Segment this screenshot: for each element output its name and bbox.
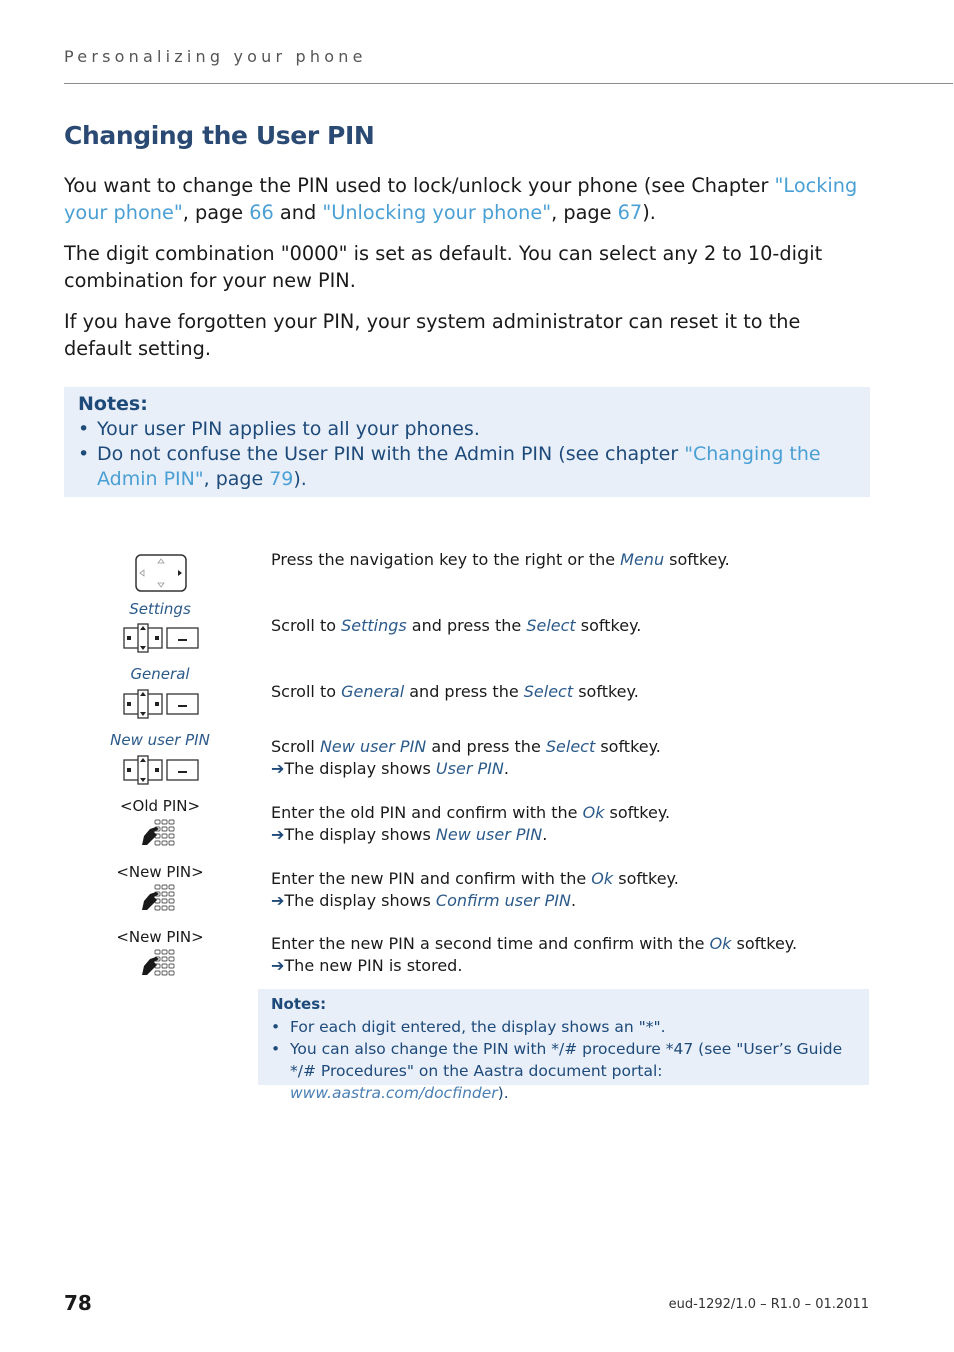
step-text-part: Scroll to [271, 616, 342, 635]
step-text-part: softkey. [664, 550, 730, 569]
bullet: • [78, 443, 90, 465]
ok-softkey-ref: Ok [709, 934, 732, 953]
note-text: You can also change the PIN with */# procedure *47 (see "User’s Guide */# Procedures" on the Aastra document portal: [290, 1040, 843, 1080]
intro-text: ). [642, 201, 656, 224]
settings-menu-ref: Settings [341, 616, 407, 635]
default-pin-paragraph: The digit combination "0000" is set as default. You can select any 2 to 10-digit combination for your new PIN. [64, 242, 823, 292]
step-text-part: and press the [426, 737, 546, 756]
note-text: For each digit entered, the display shows an "*". [290, 1018, 666, 1036]
page-67-link[interactable]: 67 [617, 201, 643, 224]
step-text-part: and press the [404, 682, 524, 701]
keypad-entry-icon [141, 949, 177, 976]
intro-text: , page [551, 201, 618, 224]
intro-paragraph [64, 172, 864, 226]
step-text-part: Enter the old PIN and confirm with the [271, 803, 583, 822]
navigation-key-icon [135, 554, 187, 592]
display-ref: New user PIN [435, 825, 543, 844]
select-softkey-ref: Select [523, 682, 574, 701]
step-text-part: softkey. [613, 869, 679, 888]
forgotten-pin-paragraph: If you have forgotten your PIN, your system administrator can reset it to the default setting. [64, 310, 801, 360]
note-item [271, 1038, 851, 1104]
general-menu-ref: General [341, 682, 405, 701]
intro-text: You want to change the PIN used to lock/unlock your phone (see Chapter [64, 174, 775, 197]
display-ref: User PIN [435, 759, 504, 778]
step-2-label: Settings [129, 600, 191, 618]
notes-list [78, 417, 838, 492]
docfinder-link[interactable]: www.aastra.com/docfinder [290, 1084, 498, 1102]
unlocking-your-phone-link[interactable]: "Unlocking your phone" [322, 201, 552, 224]
step-text-part: Scroll [271, 737, 320, 756]
result-arrow-icon: ➔ [271, 891, 285, 910]
step-text-part: Press the navigation key to the right or the [271, 550, 621, 569]
bullet: • [271, 1018, 281, 1036]
step-text-part: The display shows [284, 891, 436, 910]
result-arrow-icon: ➔ [271, 759, 285, 778]
step-text-part: The display shows [284, 759, 436, 778]
menu-softkey-ref: Menu [620, 550, 665, 569]
ok-softkey-ref: Ok [591, 869, 614, 888]
step-6-text [271, 868, 861, 912]
step-3-label: General [130, 665, 190, 683]
step-4-text [271, 736, 861, 780]
step-text-part: . [542, 825, 548, 844]
notes-box-small [258, 989, 869, 1102]
note-text: , page [203, 468, 270, 490]
notes-title: Notes: [271, 995, 327, 1013]
page-number: 78 [64, 1291, 92, 1315]
step-6-label: <New PIN> [116, 863, 204, 881]
step-text-part: softkey. [575, 616, 642, 635]
new-user-pin-menu-ref: New user PIN [319, 737, 427, 756]
intro-text: , page [182, 201, 250, 224]
note-text: ). [293, 468, 307, 490]
note-item [78, 442, 838, 492]
step-text-part: softkey. [573, 682, 639, 701]
step-4-label: New user PIN [110, 731, 210, 749]
step-3-text [271, 681, 861, 703]
step-2-text [271, 615, 861, 637]
notes-list [271, 1016, 851, 1104]
step-5-text [271, 802, 861, 846]
note-text: ). [497, 1084, 509, 1102]
step-text-part: softkey. [604, 803, 671, 822]
nav-and-softkey-icon [123, 755, 199, 785]
nav-and-softkey-icon [123, 689, 199, 719]
step-text-part: The display shows [284, 825, 436, 844]
step-text-part: softkey. [731, 934, 798, 953]
select-softkey-ref: Select [545, 737, 596, 756]
step-7-label: <New PIN> [116, 928, 204, 946]
step-text-part: . [570, 891, 577, 910]
step-text-part: . [503, 759, 509, 778]
note-item [78, 417, 838, 442]
result-arrow-icon: ➔ [271, 825, 285, 844]
intro-text: and [273, 201, 323, 224]
notes-box [64, 387, 870, 497]
bullet: • [78, 418, 90, 440]
note-text: Your user PIN applies to all your phones. [97, 418, 480, 440]
keypad-entry-icon [141, 884, 177, 911]
header-rule [64, 83, 953, 84]
step-text-part: The new PIN is stored. [284, 956, 463, 975]
running-header: Personalizing your phone [64, 47, 367, 66]
result-arrow-icon: ➔ [271, 956, 285, 975]
ok-softkey-ref: Ok [582, 803, 605, 822]
note-item [271, 1016, 851, 1038]
document-id: eud-1292/1.0 – R1.0 – 01.2011 [668, 1297, 869, 1312]
nav-and-softkey-icon [123, 623, 199, 653]
keypad-entry-icon [141, 819, 177, 846]
step-text-part: Enter the new PIN a second time and confirm with the [271, 934, 710, 953]
step-text-part: Scroll to [271, 682, 342, 701]
changing-admin-pin-link[interactable]: "Changing the Admin PIN" [97, 443, 821, 490]
step-5-label: <Old PIN> [119, 797, 201, 815]
bullet: • [271, 1040, 281, 1058]
step-text-part: softkey. [595, 737, 661, 756]
step-7-text [271, 933, 861, 977]
page-66-link[interactable]: 66 [249, 201, 274, 224]
page-79-link[interactable]: 79 [269, 468, 294, 490]
display-ref: Confirm user PIN [435, 891, 571, 910]
step-text-part: Enter the new PIN and confirm with the [271, 869, 592, 888]
select-softkey-ref: Select [526, 616, 576, 635]
notes-title: Notes: [78, 393, 148, 415]
step-1-text [271, 549, 861, 571]
locking-your-phone-link[interactable]: "Locking your phone" [64, 174, 858, 224]
note-text: Do not confuse the User PIN with the Admin PIN (see chapter [97, 443, 685, 465]
page-title: Changing the User PIN [64, 121, 375, 150]
step-text-part: and press the [406, 616, 527, 635]
